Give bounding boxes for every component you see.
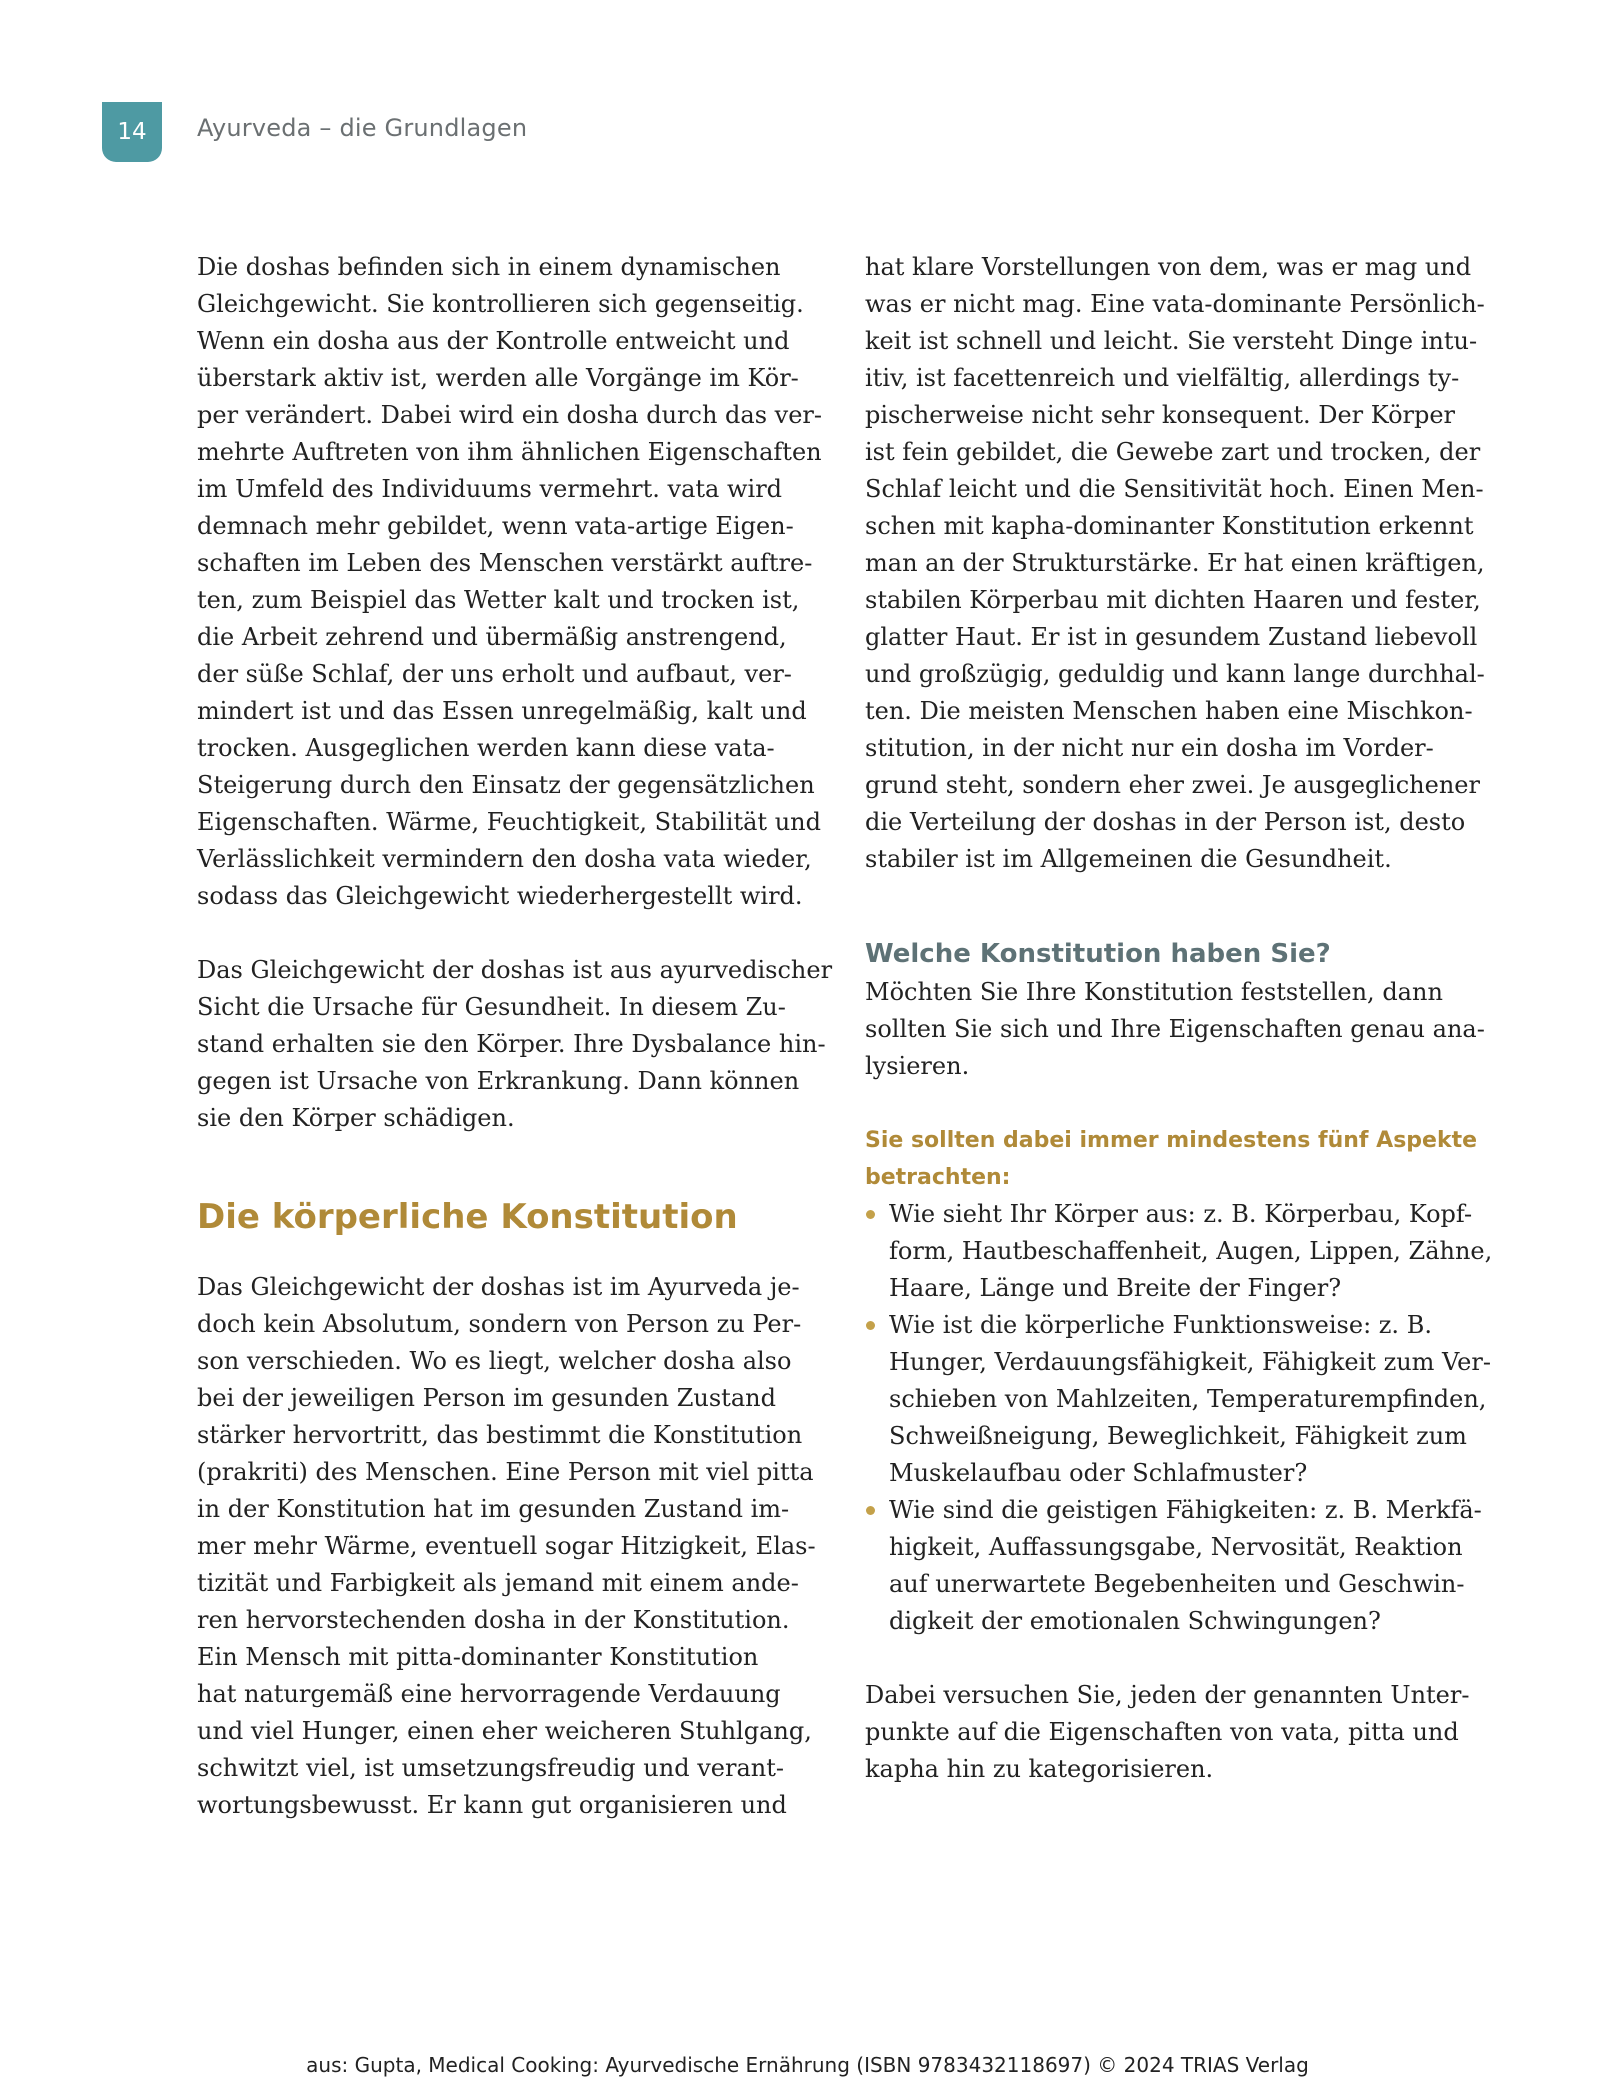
text-line: Möchten Sie Ihre Konstitution feststellen, dann [865,978,1443,1006]
text-line: stabilen Körperbau mit dichten Haaren und fester, [865,586,1481,614]
text-line: gegen ist Ursache von Erkrankung. Dann können [197,1067,800,1095]
paragraph-constitution [197,1269,816,1824]
text-line: was er nicht mag. Eine vata-dominante Persönlich- [865,290,1485,318]
text-line: man an der Strukturstärke. Er hat einen kräftigen, [865,549,1485,577]
text-line: Wie ist die körperliche Funktionsweise: z. B. [889,1311,1432,1339]
text-line: schieben von Mahlzeiten, Temperaturempfinden, [889,1385,1487,1413]
right-column [865,249,1493,1788]
text-line: Eigenschaften. Wärme, Feuchtigkeit, Stabilität und [197,808,821,836]
paragraph-gap [865,1085,1465,1122]
text-line: Ein Mensch mit pitta-dominanter Konstitution [197,1643,759,1671]
text-line: ren hervorstechenden dosha in der Konstitution. [197,1606,790,1634]
source-footer: aus: Gupta, Medical Cooking: Ayurvedische Ernährung (ISBN 9783432118697) © 2024 TRIAS Verlag [306,2053,1309,2077]
paragraph-vata-kapha [865,249,1485,878]
text-line: und großzügig, geduldig und kann lange durchhal- [865,660,1485,688]
bullet-dot-icon [866,1506,875,1515]
text-line: sodass das Gleichgewicht wiederhergestellt wird. [197,882,803,910]
text-line: schen mit kapha-dominanter Konstitution erkennt [865,512,1474,540]
running-header: Ayurveda – die Grundlagen [197,114,528,142]
text-line: son verschieden. Wo es liegt, welcher dosha also [197,1347,792,1375]
text-line: Wenn ein dosha aus der Kontrolle entweicht und [197,327,790,355]
text-line: Das Gleichgewicht der doshas ist aus ayurvedischer [197,956,833,984]
text-line: Wie sieht Ihr Körper aus: z. B. Körperbau, Kopf- [889,1200,1473,1228]
text-line: in der Konstitution hat im gesunden Zustand im- [197,1495,790,1523]
bullet-dot-icon [866,1321,875,1330]
text-line: stabiler ist im Allgemeinen die Gesundheit. [865,845,1392,873]
text-line: ten. Die meisten Menschen haben eine Mischkon- [865,697,1473,725]
text-line: Muskelaufbau oder Schlafmuster? [889,1459,1308,1487]
paragraph-gap [865,1640,1465,1677]
section-gap [197,1137,797,1193]
text-line: grund steht, sondern eher zwei. Je ausgeglichener [865,771,1480,799]
text-line: im Umfeld des Individuums vermehrt. vata wird [197,475,783,503]
list-intro [865,1122,1478,1196]
paragraph-categorize [865,1677,1470,1788]
text-line: Das Gleichgewicht der doshas ist im Ayurveda je- [197,1273,800,1301]
text-line: stitution, in der nicht nur ein dosha im Vorder- [865,734,1434,762]
list-item [865,1307,1491,1492]
bullet-dot-icon [866,1210,875,1219]
text-line: per verändert. Dabei wird ein dosha durch das ver- [197,401,822,429]
text-line: keit ist schnell und leicht. Sie versteht Dinge intu- [865,327,1478,355]
lead-line: Sie sollten dabei immer mindestens fünf Aspekte [865,1128,1478,1153]
text-line: die Verteilung der doshas in der Person ist, desto [865,808,1466,836]
text-line: überstark aktiv ist, werden alle Vorgänge im Kör- [197,364,799,392]
text-line: sie den Körper schädigen. [197,1104,515,1132]
text-line: mehrte Auftreten von ihm ähnlichen Eigenschaften [197,438,822,466]
list-item [865,1492,1482,1640]
text-line: der süße Schlaf, der uns erholt und aufbaut, ver- [197,660,792,688]
section-gap [865,878,1465,934]
text-line: ist fein gebildet, die Gewebe zart und trocken, der [865,438,1481,466]
text-line: tizität und Farbigkeit als jemand mit einem ande- [197,1569,799,1597]
text-line: punkte auf die Eigenschaften von vata, pitta und [865,1718,1459,1746]
text-line: bei der jeweiligen Person im gesunden Zustand [197,1384,776,1412]
paragraph-doshas-balance [197,249,822,915]
text-line: stand erhalten sie den Körper. Ihre Dysbalance hin- [197,1030,826,1058]
paragraph-analyze [865,974,1485,1085]
section-heading: Die körperliche Konstitution [197,1197,738,1237]
page-number: 14 [117,119,147,145]
list-item [865,1196,1493,1307]
left-column [197,249,833,1824]
text-line: higkeit, Auffassungsgabe, Nervosität, Reaktion [889,1533,1463,1561]
text-line: mindert ist und das Essen unregelmäßig, kalt und [197,697,807,725]
text-line: hat klare Vorstellungen von dem, was er mag und [865,253,1472,281]
text-line: itiv, ist facettenreich und vielfältig, allerdings ty- [865,364,1460,392]
text-line: Verlässlichkeit vermindern den dosha vata wieder, [197,845,812,873]
text-line: stärker hervortritt, das bestimmt die Konstitution [197,1421,803,1449]
text-line: Dabei versuchen Sie, jeden der genannten Unter- [865,1681,1470,1709]
paragraph-health-cause [197,952,833,1137]
text-line: kapha hin zu kategorisieren. [865,1755,1214,1783]
text-line: schaften im Leben des Menschen verstärkt auftre- [197,549,813,577]
text-line: sollten Sie sich und Ihre Eigenschaften genau ana- [865,1015,1485,1043]
lead-line: betrachten: [865,1165,1011,1190]
text-line: trocken. Ausgeglichen werden kann diese vata- [197,734,775,762]
text-line: digkeit der emotionalen Schwingungen? [889,1607,1381,1635]
text-line: Schweißneigung, Beweglichkeit, Fähigkeit zum [889,1422,1467,1450]
text-line: Hunger, Verdauungsfähigkeit, Fähigkeit zum Ver- [889,1348,1491,1376]
text-line: form, Hautbeschaffenheit, Augen, Lippen, Zähne, [889,1237,1493,1265]
text-line: Haare, Länge und Breite der Finger? [889,1274,1342,1302]
page-number-badge [102,102,162,162]
text-line: Schlaf leicht und die Sensitivität hoch. Einen Men- [865,475,1484,503]
text-line: die Arbeit zehrend und übermäßig anstrengend, [197,623,787,651]
text-line: Sicht die Ursache für Gesundheit. In diesem Zu- [197,993,786,1021]
text-line: mer mehr Wärme, eventuell sogar Hitzigkeit, Elas- [197,1532,816,1560]
text-line: Die doshas befinden sich in einem dynamischen [197,253,781,281]
text-line: und viel Hunger, einen eher weicheren Stuhlgang, [197,1717,812,1745]
text-line: (prakriti) des Menschen. Eine Person mit viel pitta [197,1458,814,1486]
text-line: hat naturgemäß eine hervorragende Verdauung [197,1680,781,1708]
text-line: schwitzt viel, ist umsetzungsfreudig und verant- [197,1754,784,1782]
paragraph-gap [197,915,797,952]
text-line: Gleichgewicht. Sie kontrollieren sich gegenseitig. [197,290,804,318]
text-line: Wie sind die geistigen Fähigkeiten: z. B. Merkfä- [889,1496,1482,1524]
text-line: ten, zum Beispiel das Wetter kalt und trocken ist, [197,586,800,614]
text-line: Steigerung durch den Einsatz der gegensätzlichen [197,771,815,799]
text-line: auf unerwartete Begebenheiten und Geschwin- [889,1570,1465,1598]
text-line: lysieren. [865,1052,970,1080]
text-line: demnach mehr gebildet, wenn vata-artige Eigen- [197,512,794,540]
text-line: glatter Haut. Er ist in gesundem Zustand liebevoll [865,623,1478,651]
text-line: doch kein Absolutum, sondern von Person zu Per- [197,1310,802,1338]
text-line: wortungsbewusst. Er kann gut organisieren und [197,1791,787,1819]
subheading: Welche Konstitution haben Sie? [865,939,1331,969]
aspects-list [865,1196,1493,1640]
text-line: pischerweise nicht sehr konsequent. Der Körper [865,401,1456,429]
